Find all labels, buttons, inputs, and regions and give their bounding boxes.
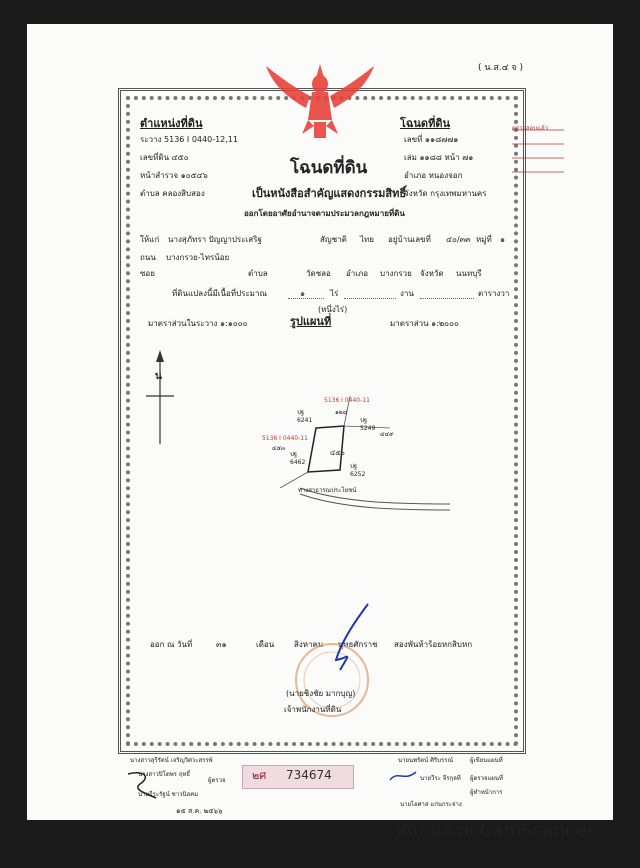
plot-nb-top: ๑๒๘ [335,409,348,416]
side-stamp-text: ตรวจสอบแล้ว [512,125,548,132]
issue-month: สิงหาคม [294,640,324,649]
area-label: ที่ดินแปลงนี้มีเนื้อที่ประมาณ [172,289,267,298]
subdistrict-left: ตำบล คลองสิบสอง [140,189,205,198]
serial-prefix: ๒ศ [252,769,267,782]
deed-label-right: โฉนดที่ดิน [400,117,450,130]
date-left: ๑๕ ส.ค. ๒๕๖๖ [176,807,223,815]
sig-right2: นายวีระ จีรกุลที [420,775,461,782]
scale-left: มาตราส่วนในระวาง ๑:๑๐๐๐ [148,319,248,328]
owner-district: บางกรวย [380,269,412,278]
pin-bl: 6462 [290,459,306,466]
rai-rule [288,298,324,299]
issue-month-label: เดือน [256,640,275,649]
owner-name: นางสุภัทรา ปัญญาประเสริฐ [168,235,262,244]
house-no: ๔๐/๓๓ [446,235,471,244]
scale-right: มาตราส่วน ๑:๒๐๐๐ [390,319,459,328]
north-arrow-icon [140,348,180,448]
pin-prefix-tr: ปฐ [360,417,368,424]
sig-left2: นางสาวปิโตพร ฤทธิ์ [138,771,191,778]
sig-left-title: ผู้ตรวจ [208,777,226,784]
form-code: ( น.ส.๔ จ ) [478,63,524,73]
pin-prefix-tl: ปฐ [297,409,305,416]
map-sheet: ระวาง 5136 I 0440-12,11 [140,135,238,144]
road-label: ถนน [140,253,156,262]
plot-nb-right: ๔๔๙ [380,431,394,438]
officer-title: เจ้าพนักงานที่ดิน [284,705,342,714]
issue-day: ๓๑ [216,640,227,649]
moo-label: หมู่ที่ [476,235,492,244]
serial-no: 734674 [286,768,332,782]
ngan-rule [344,298,396,299]
sig-right1-title: ผู้เขียนแผนที่ [470,757,503,764]
subdistrict-label: ตำบล [248,269,268,278]
ngan-label: งาน [400,289,414,298]
garuda-emblem-icon [262,56,378,144]
position-label: ตำแหน่งที่ดิน [140,117,203,130]
nationality: ไทย [360,235,374,244]
pin-prefix-bl: ปฐ [290,451,298,458]
sig-left1: นางสาวสุรีรัตน์ เจริญวิศวะสรรพ์ [130,757,213,764]
soi-label: ซอย [140,269,155,278]
road: บางกรวย-ไทรน้อย [166,253,230,262]
plot-sheet-top: 5136 I 0440-11 [324,397,370,404]
owner-province: นนทบุรี [456,269,482,278]
area-note: (หนึ่งไร่) [318,305,348,314]
deed-no: เลขที่ ๑๑๘๗๗๑ [404,135,459,144]
moo: ๑ [500,235,506,244]
pin-prefix-br: ปฐ [350,463,358,470]
wa-rule [420,298,474,299]
district-label: อำเภอ [346,269,369,278]
rai-label: ไร่ [330,289,339,298]
area-rai: ๑ [300,289,306,298]
map-title: รูปแผนที่ [290,315,332,328]
plot-parcel: ๔๕๐ [330,449,345,457]
deed-title: โฉนดที่ดิน [290,158,368,178]
wa-label: ตารางวา [478,289,510,298]
sig-left3: นายธีระรัฐน์ ชาวนิลคม [138,791,199,798]
plot-road: ทางสาธารณประโยชน์ [298,487,357,494]
pin-br: 6252 [350,471,366,478]
north-label: น [155,371,162,382]
survey-page: หน้าสำรวจ ๑๐๕๔๖ [140,171,208,180]
signature-left [122,764,162,804]
book-page: เล่ม ๑๑๘๘ หน้า ๗๑ [404,153,474,162]
issue-year-label: พุทธศักราช [338,640,378,649]
issued-by: ออกโดยอาศัยอำนาจตามประมวลกฎหมายที่ดิน [244,209,405,218]
owner-subdistrict: วัดชลอ [306,269,331,278]
header-province: จังหวัด กรุงเทพมหานคร [404,189,487,198]
plot-sheet-left: 5136 I 0440-11 [262,435,308,442]
sig-right1: นายนพรัตน์ ศิริบรรณ์ [398,757,454,764]
parcel-no: เลขที่ดิน ๔๕๐ [140,153,189,162]
officer-signature [318,600,378,680]
signature-right [388,766,418,786]
camscanner-footer: สแกนด้วย CamScanner [396,820,595,841]
pin-tl: 6241 [297,417,313,424]
pin-tr: 5249 [360,425,376,432]
issue-year: สองพันห้าร้อยหกสิบหก [394,640,473,649]
sig-right3: นายไอศาส แก่นกระจ่าง [400,801,462,808]
issue-given-at: ออก ณ วันที่ [150,640,193,649]
nationality-label: สัญชาติ [320,235,347,244]
sig-right2-title: ผู้ตรวจแผนที่ [470,775,503,782]
province-label: จังหวัด [420,269,444,278]
plot-nb-left: ๔๕๓ [272,445,286,452]
address-label: อยู่บ้านเลขที่ [388,235,431,244]
owner-label: ให้แก่ [140,235,160,244]
deed-subtitle: เป็นหนังสือสำคัญแสดงกรรมสิทธิ์ [252,187,407,200]
header-district: อำเภอ หนองจอก [404,171,463,180]
officer-name: (นายชิงชัย มากบุญ) [286,689,356,698]
sig-right3-title: ผู้ทำหน้าการ [470,789,503,796]
